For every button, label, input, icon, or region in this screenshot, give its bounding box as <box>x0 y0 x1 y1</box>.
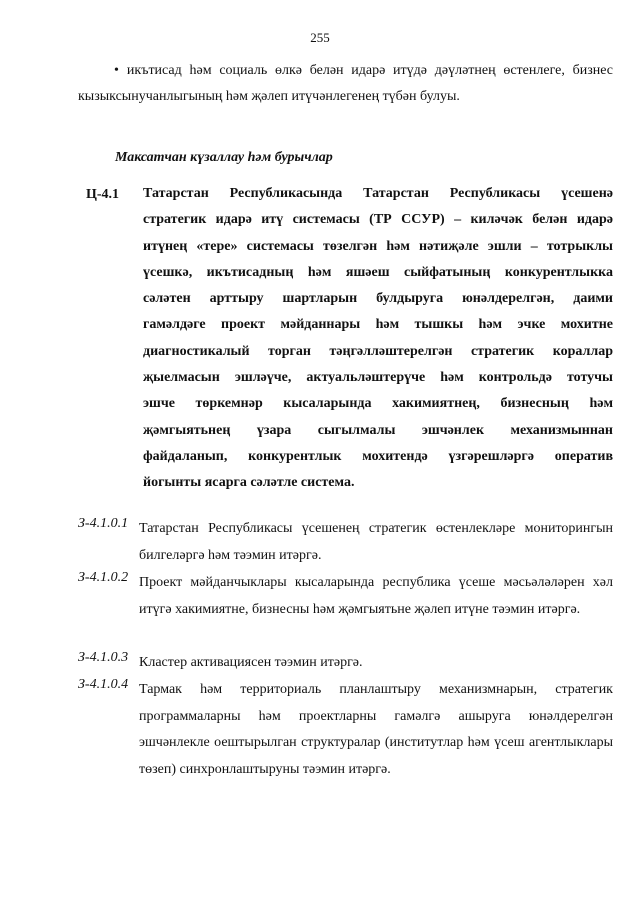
bullet-icon: • <box>114 63 119 78</box>
task-code: З-4.1.0.4 <box>78 677 129 692</box>
goal-line: Татарстан Республикасында Татарстан Республикасы үсешенә <box>143 186 613 201</box>
goal-line: сәләтен арттыру шартларын булдыруга юнәлдерелгән, даими <box>143 291 613 307</box>
goal-line: йогынты ясарга сәләтле система. <box>143 475 355 491</box>
section-heading: Максатчан күзаллау һәм бурычлар <box>115 150 333 165</box>
task-code: З-4.1.0.3 <box>78 650 129 665</box>
task-item <box>78 677 613 783</box>
goal-line: үсешкә, икътисадның һәм яшәеш сыйфатының конкурентлыкка <box>143 264 613 280</box>
task-text: Татарстан Республикасы үсешенең стратегик өстенлекләре мониторингын билгеләргә һәм тәэмин итәргә. <box>139 521 613 563</box>
intro-paragraph <box>78 58 613 110</box>
task-text: Тармак һәм территориаль планлаштыру механизмнарын, стратегик программаларны һәм проектларны гамәлгә ашыруга юнәлдерелгән эшчәнлекле оештырылган структуралар (институтлар һәм үсеш агентлыклары төзеп) синхронлаштыруны тәэмин итәргә. <box>139 682 613 777</box>
page-number: 255 <box>310 30 330 45</box>
task-item <box>78 650 613 677</box>
goal-line: җәмгыятьнең үзара сыгылмалы эшчәнлек механизмыннан <box>143 422 613 438</box>
goal-code: Ц-4.1 <box>86 187 120 202</box>
goal-line: гамәлдәге проект мәйданнары һәм тышкы һәм эчке мохитне <box>143 317 613 333</box>
goal-line: җыелмасын эшләүче, актуальләштерүче һәм контрольдә тотучы <box>143 370 613 386</box>
task-item <box>78 570 613 623</box>
goal-line: эшче төркемнәр кысаларында хакимиятнең, бизнесның һәм <box>143 396 613 412</box>
goal-line: файдаланып, конкурентлык мохитендә үзгәрешләргә оператив <box>143 448 613 464</box>
goal-line: стратегик идарә итү системасы (ТР ССУР) – киләчәк белән идарә <box>143 212 613 228</box>
task-code: З-4.1.0.1 <box>78 516 129 531</box>
goal-line: диагностикалый торган тәңгәлләштерелгән стратегик кораллар <box>143 343 613 359</box>
goal-text <box>143 181 613 497</box>
task-text: Кластер активациясен тәэмин итәргә. <box>139 655 363 670</box>
intro-text: икътисад һәм социаль өлкә белән идарә итүдә дәүләтнең өстенлеге, бизнес кызыксынучанлыгының һәм җәлеп итүчәнлегенең түбән булуы. <box>78 63 613 104</box>
task-item <box>78 516 613 569</box>
task-code: З-4.1.0.2 <box>78 570 129 585</box>
goal-line: итүнең «тере» системасы төзелгән һәм нәтиҗәле эшли – тотрыклы <box>143 238 613 254</box>
task-text: Проект мәйданчыклары кысаларында республика үсеше мәсьәләләрен хәл итүгә хакимиятне, бизнесны һәм җәмгыятьне җәлеп итүне тәэмин итәргә. <box>139 575 613 617</box>
